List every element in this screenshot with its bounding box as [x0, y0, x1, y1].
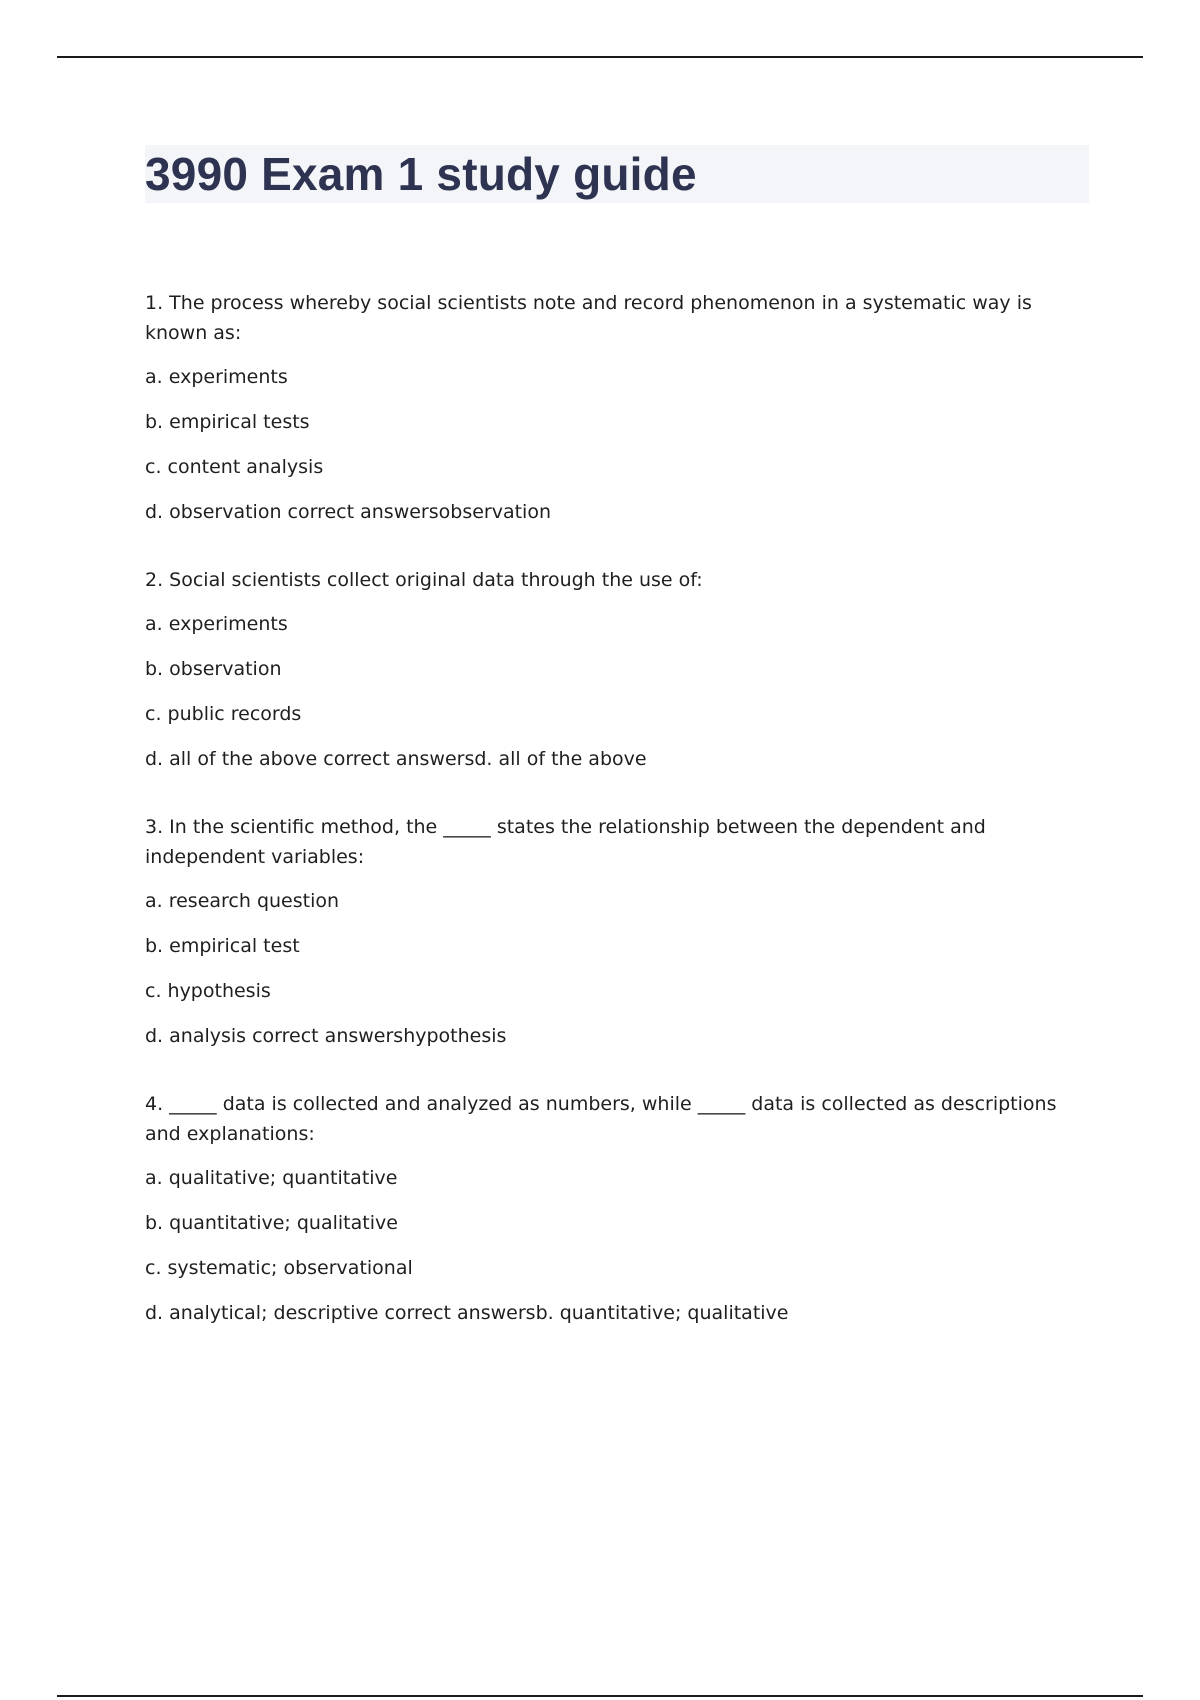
answer-option-b: b. empirical test: [145, 935, 300, 957]
answer-option-a: a. qualitative; quantitative: [145, 1167, 398, 1189]
answer-option-b: b. empirical tests: [145, 411, 310, 433]
answer-option-c: c. systematic; observational: [145, 1257, 413, 1279]
answer-option-a: a. research question: [145, 890, 340, 912]
answer-option-a: a. experiments: [145, 366, 288, 388]
answer-option-b: b. observation: [145, 658, 282, 680]
answer-option-c: c. content analysis: [145, 456, 324, 478]
answer-option-d: d. observation correct answersobservation: [145, 501, 552, 523]
question-text: 3. In the scientific method, the _____ states the relationship between the dependent and independent variables:: [145, 816, 986, 868]
question-1: [145, 288, 1085, 527]
question-text: 2. Social scientists collect original data through the use of:: [145, 569, 703, 591]
answer-option-c: c. public records: [145, 703, 302, 725]
answer-option-d: d. analysis correct answershypothesis: [145, 1025, 507, 1047]
question-3: [145, 812, 1085, 1051]
question-4: [145, 1089, 1085, 1328]
answer-option-d: d. analytical; descriptive correct answersb. quantitative; qualitative: [145, 1302, 789, 1324]
question-text: 1. The process whereby social scientists note and record phenomenon in a systematic way is known as:: [145, 292, 1032, 344]
question-list: [145, 288, 1085, 1328]
question-text: 4. _____ data is collected and analyzed as numbers, while _____ data is collected as descriptions and explanations:: [145, 1093, 1057, 1145]
question-2: [145, 565, 1085, 774]
top-rule: [57, 56, 1143, 58]
answer-option-b: b. quantitative; qualitative: [145, 1212, 398, 1234]
answer-option-a: a. experiments: [145, 613, 288, 635]
answer-option-c: c. hypothesis: [145, 980, 271, 1002]
answer-option-d: d. all of the above correct answersd. all of the above: [145, 748, 647, 770]
bottom-rule: [57, 1695, 1143, 1697]
page-title: 3990 Exam 1 study guide: [145, 148, 697, 200]
